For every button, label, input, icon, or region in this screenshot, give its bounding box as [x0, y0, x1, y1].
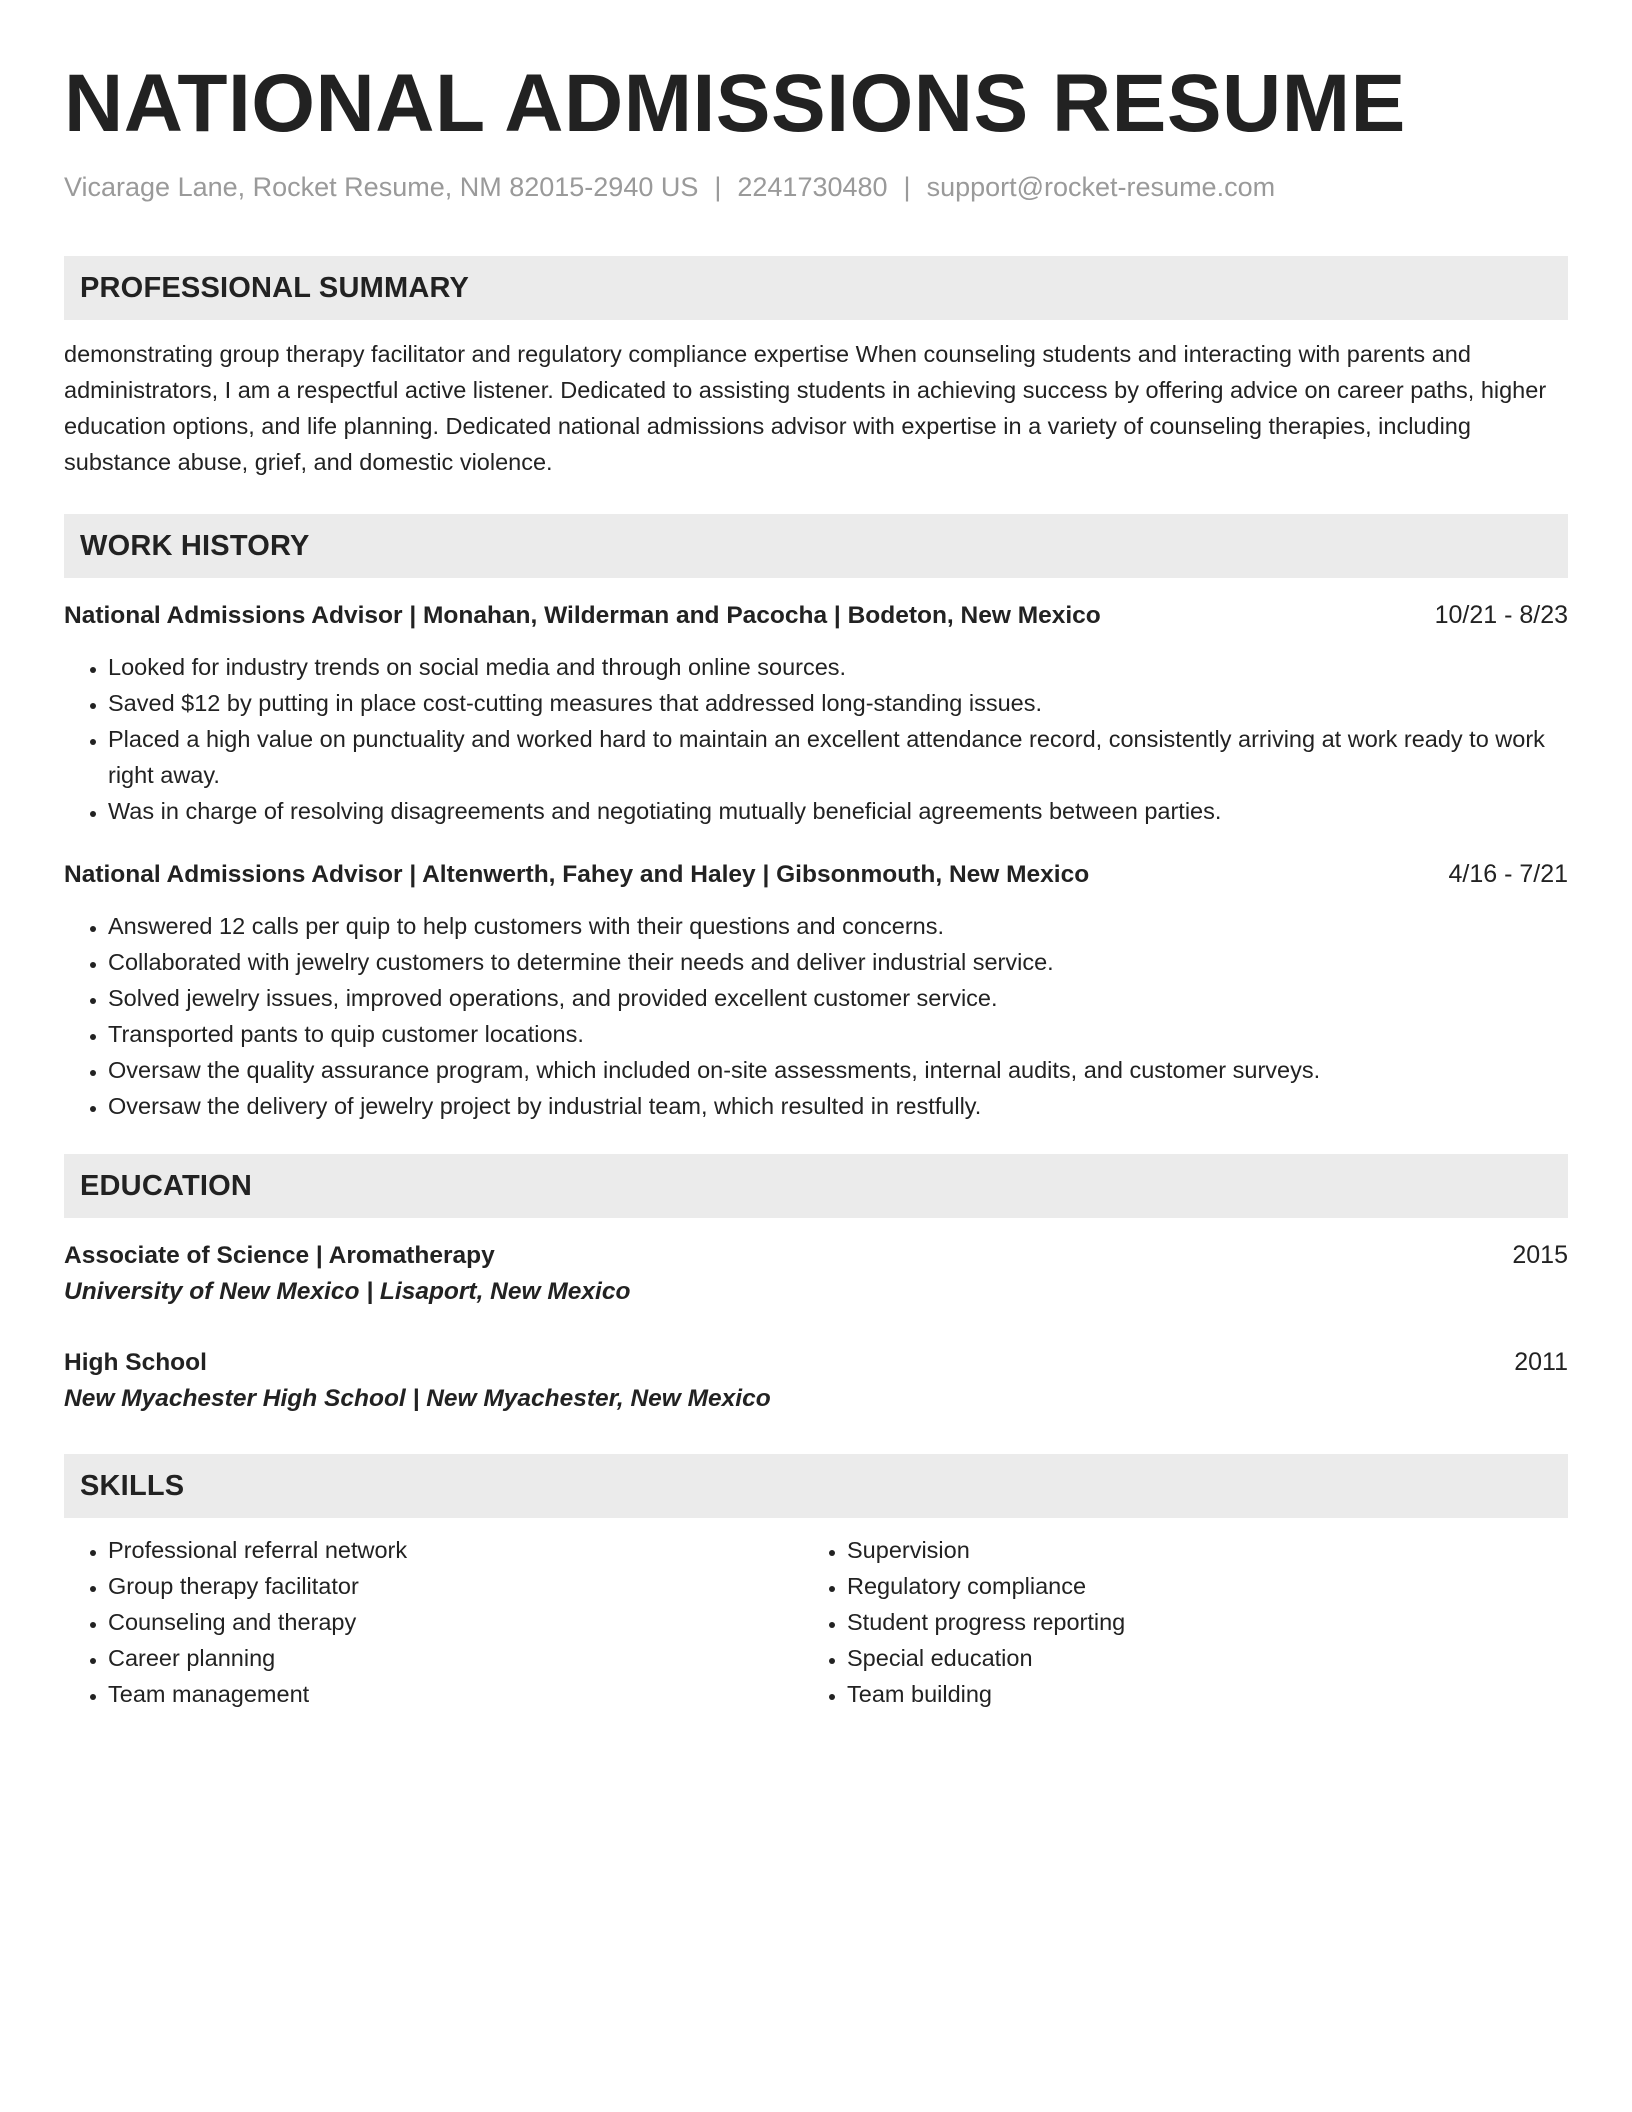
education-year: 2015 — [1512, 1241, 1568, 1269]
skill-item: • Student progress reporting — [847, 1604, 1542, 1640]
skills-list — [803, 1532, 1542, 1712]
education-school: University of New Mexico | Lisaport, New Mexico — [64, 1278, 631, 1305]
skill-item: • Supervision — [847, 1532, 1542, 1568]
job-entry-header — [64, 857, 1568, 892]
job-bullet-list — [64, 649, 1568, 829]
education-entry-header — [64, 1345, 1568, 1380]
job-dates: 10/21 - 8/23 — [1434, 601, 1568, 629]
job-bullet: • Transported pants to quip customer locations. — [108, 1016, 1568, 1052]
job-bullet: • Was in charge of resolving disagreements and negotiating mutually beneficial agreements between parties. — [108, 793, 1568, 829]
contact-line — [64, 170, 1568, 204]
skills-columns — [64, 1532, 1568, 1712]
skill-item: • Professional referral network — [108, 1532, 803, 1568]
contact-email: support@rocket-resume.com — [926, 172, 1276, 202]
skill-item: • Regulatory compliance — [847, 1568, 1542, 1604]
contact-address: Vicarage Lane, Rocket Resume, NM 82015-2940 US — [64, 172, 699, 202]
summary-text: demonstrating group therapy facilitator and regulatory compliance expertise When counseling students and interacting with parents and administrators, I am a respectful active listener. Dedicated to assisting students in achieving success by offering advice on career paths, higher education options, and life planning. Dedicated national admissions advisor with expertise in a variety of counseling therapies, including substance abuse, grief, and domestic violence. — [64, 341, 1547, 475]
skills-list — [64, 1532, 803, 1712]
skill-item: • Special education — [847, 1640, 1542, 1676]
job-bullet-list — [64, 908, 1568, 1124]
job-title: National Admissions Advisor | Monahan, Wilderman and Pacocha | Bodeton, New Mexico — [64, 602, 1101, 629]
education-entry-header — [64, 1238, 1568, 1273]
contact-separator: | — [714, 172, 722, 202]
skill-item: • Group therapy facilitator — [108, 1568, 803, 1604]
education-school: New Myachester High School | New Myachester, New Mexico — [64, 1385, 771, 1412]
job-bullet: • Saved $12 by putting in place cost-cutting measures that addressed long-standing issues. — [108, 685, 1568, 721]
section-heading-work-history: WORK HISTORY — [64, 514, 1568, 578]
job-bullet: • Looked for industry trends on social media and through online sources. — [108, 649, 1568, 685]
job-bullet: • Placed a high value on punctuality and worked hard to maintain an excellent attendance record, consistently arriving at work ready to work right away. — [108, 721, 1568, 793]
job-dates: 4/16 - 7/21 — [1448, 860, 1568, 888]
contact-separator: | — [903, 172, 911, 202]
education-year: 2011 — [1514, 1348, 1568, 1376]
section-heading-skills: SKILLS — [64, 1454, 1568, 1518]
job-entry-header — [64, 598, 1568, 633]
education-degree: Associate of Science | Aromatherapy — [64, 1242, 495, 1269]
education-degree: High School — [64, 1349, 207, 1376]
job-bullet: • Answered 12 calls per quip to help customers with their questions and concerns. — [108, 908, 1568, 944]
contact-phone: 2241730480 — [737, 172, 888, 202]
job-bullet: • Oversaw the delivery of jewelry project by industrial team, which resulted in restfully. — [108, 1088, 1568, 1124]
job-bullet: • Oversaw the quality assurance program, which included on-site assessments, internal audits, and customer surveys. — [108, 1052, 1568, 1088]
skills-column-right — [803, 1532, 1542, 1712]
skill-item: • Career planning — [108, 1640, 803, 1676]
job-bullet: • Collaborated with jewelry customers to determine their needs and deliver industrial service. — [108, 944, 1568, 980]
job-bullet: • Solved jewelry issues, improved operations, and provided excellent customer service. — [108, 980, 1568, 1016]
skill-item: • Team management — [108, 1676, 803, 1712]
resume-name: NATIONAL ADMISSIONS RESUME — [64, 58, 1406, 149]
section-heading-summary: PROFESSIONAL SUMMARY — [64, 256, 1568, 320]
skill-item: • Counseling and therapy — [108, 1604, 803, 1640]
job-title: National Admissions Advisor | Altenwerth, Fahey and Haley | Gibsonmouth, New Mexico — [64, 861, 1090, 888]
section-heading-education: EDUCATION — [64, 1154, 1568, 1218]
skill-item: • Team building — [847, 1676, 1542, 1712]
skills-column-left — [64, 1532, 803, 1712]
